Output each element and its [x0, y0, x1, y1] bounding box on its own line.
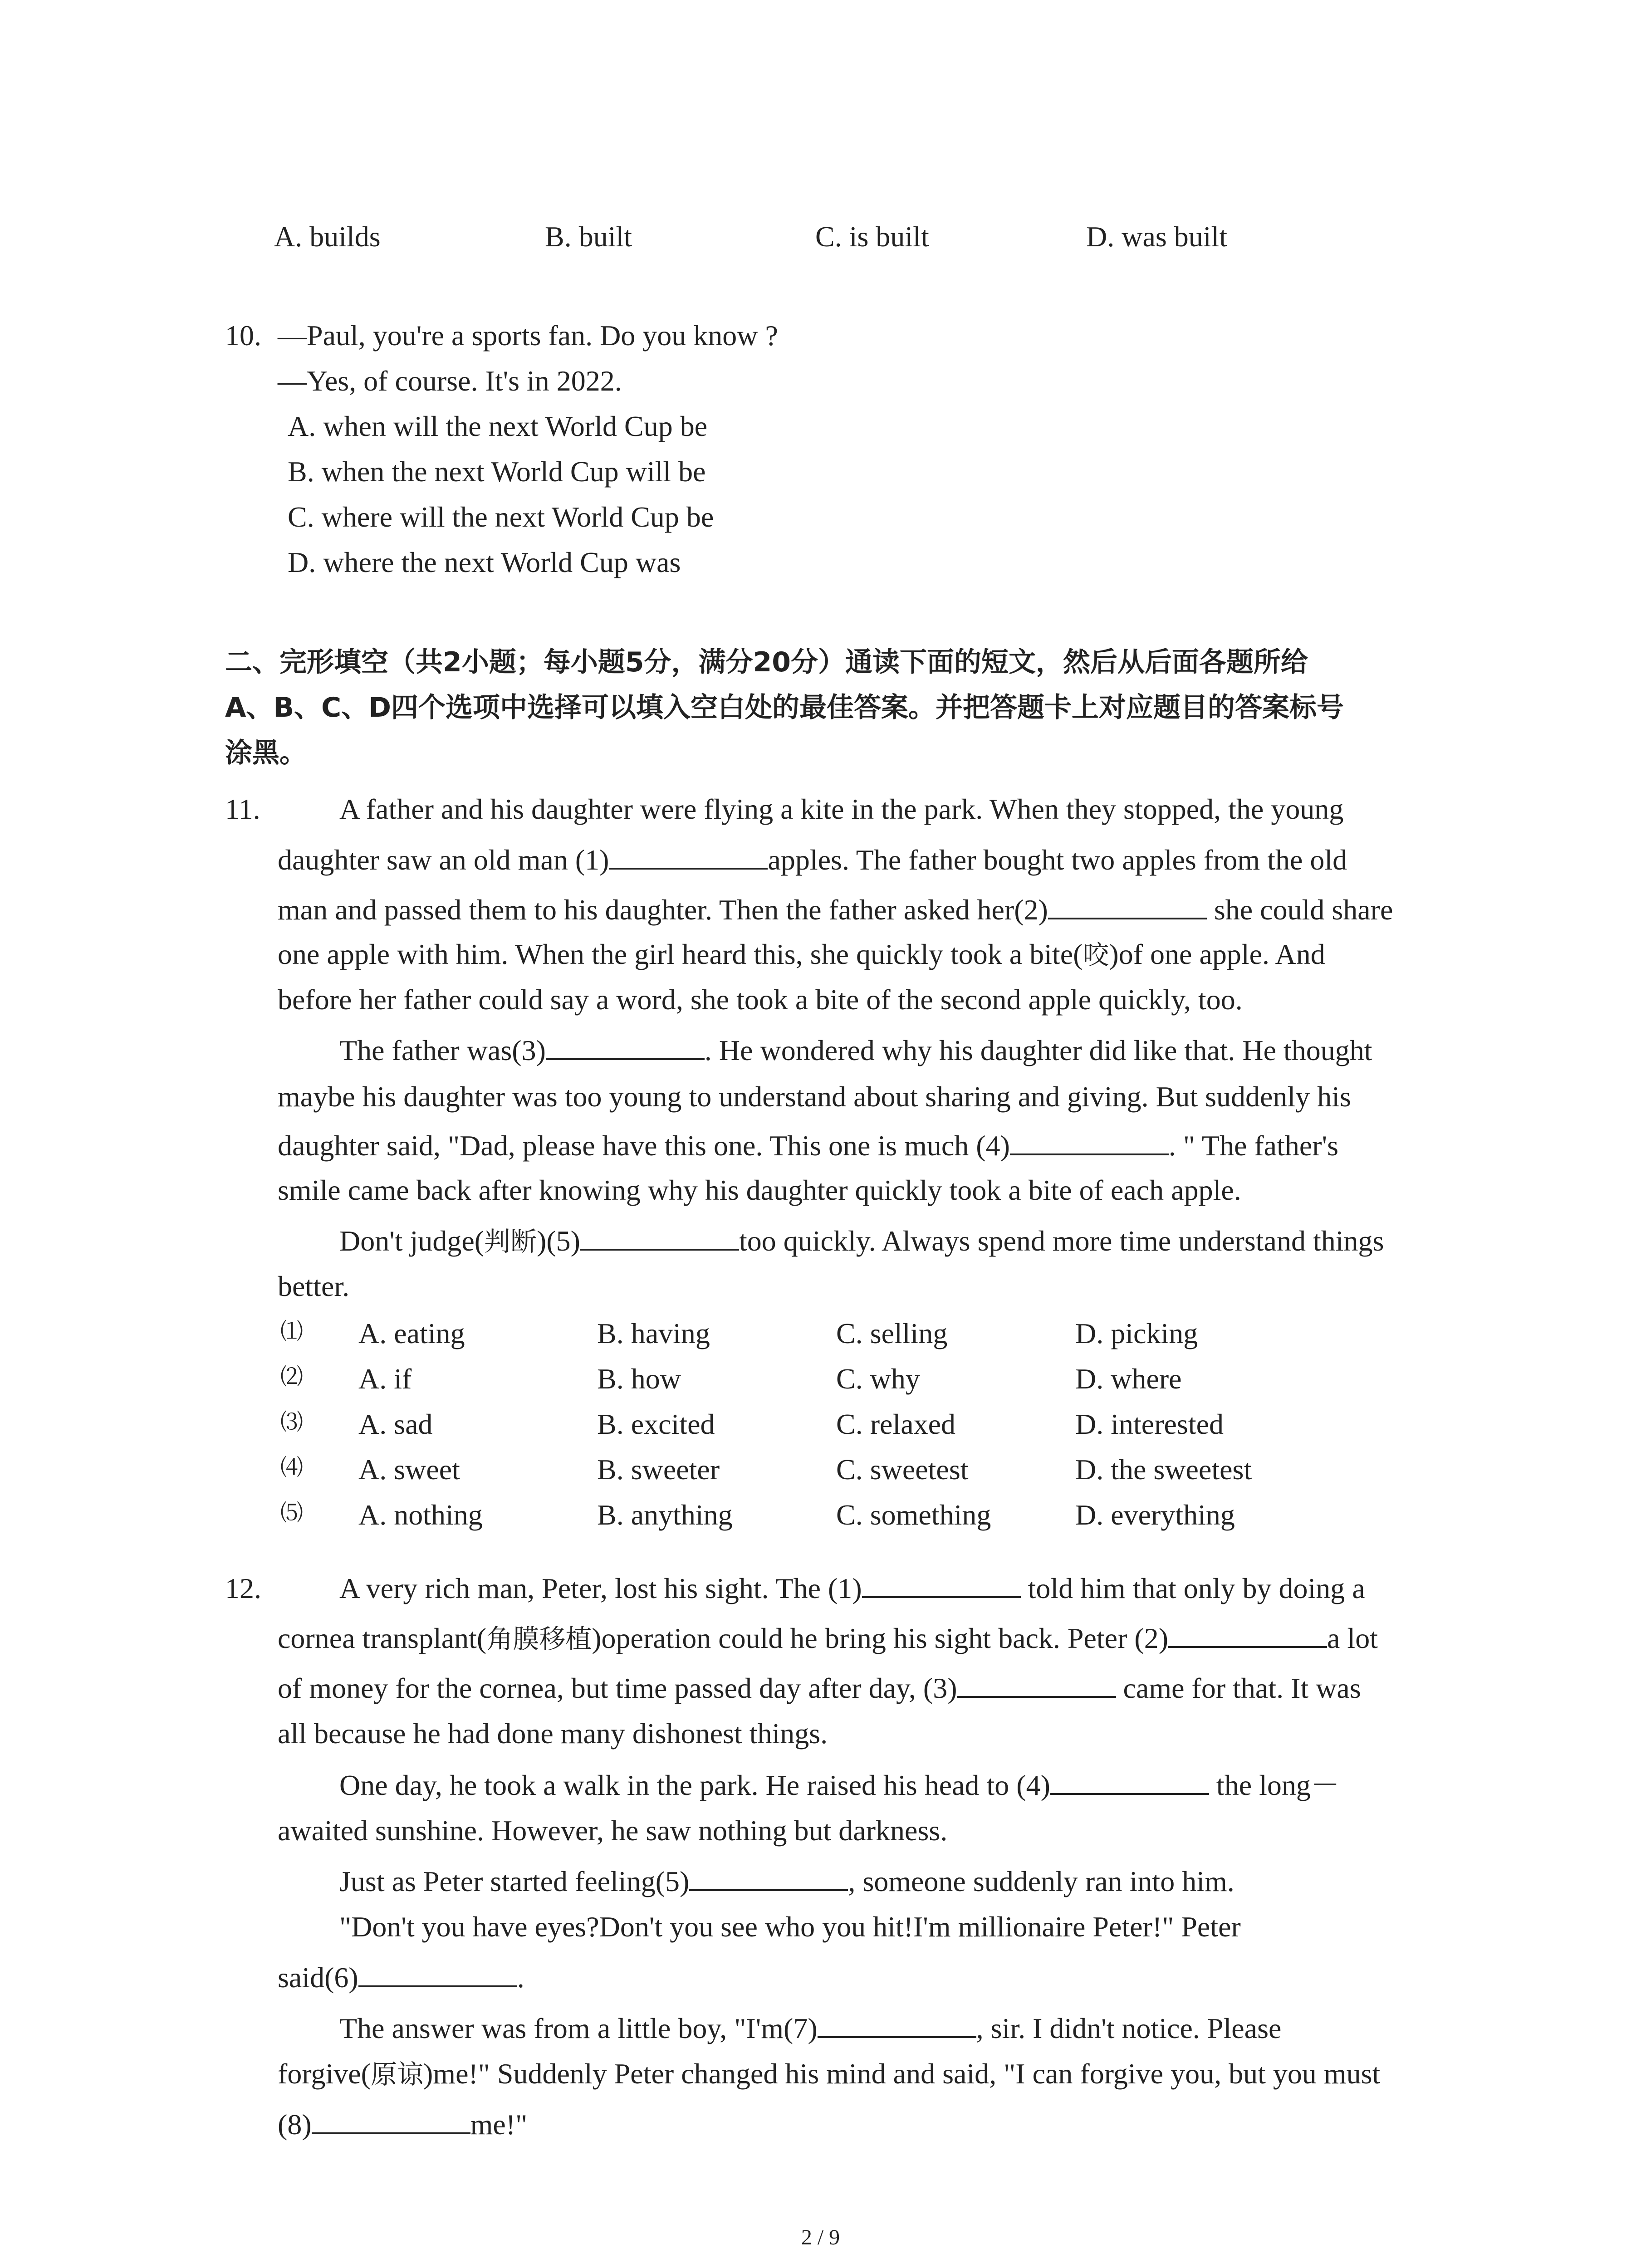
q10-option-b: B. when the next World Cup will be — [288, 455, 706, 488]
q10-option-a: A. when will the next World Cup be — [288, 410, 708, 442]
q10-option-c: C. where will the next World Cup be — [288, 501, 714, 533]
q11-number: 11. — [225, 793, 260, 825]
q11-opt2-d: D. where — [1075, 1363, 1182, 1395]
q11-opt1-d: D. picking — [1075, 1317, 1198, 1349]
blank-3 — [546, 1036, 705, 1060]
q11-opt5-a: A. nothing — [358, 1499, 483, 1531]
section2-line2: A、B、C、D四个选项中选择可以填入空白处的最佳答案。并把答题卡上对应题目的答案标号 — [225, 692, 1344, 723]
q11-opt1-c: C. selling — [836, 1317, 948, 1349]
q12-line11: forgive(原谅)me!" Suddenly Peter changed his mind and said, "I can forgive you, but you must — [278, 2058, 1381, 2090]
q9-option-a: A. builds — [274, 220, 381, 253]
q11-p2-line1: The father was(3) . He wondered why his daughter did like that. He thought — [339, 1034, 1372, 1066]
q12-line1: A very rich man, Peter, lost his sight. The (1) told him that only by doing a — [339, 1572, 1365, 1604]
q11-opt3-d: D. interested — [1075, 1408, 1224, 1440]
q11-p2-line4: smile came back after knowing why his daughter quickly took a bite of each apple. — [278, 1174, 1241, 1206]
blank-4 — [1050, 1771, 1209, 1795]
q11-opt2-a: A. if — [358, 1363, 412, 1395]
q11-opt3-a: A. sad — [358, 1408, 433, 1440]
q12-line12: (8) me!" — [278, 2108, 528, 2141]
section2-line1: 二、完形填空（共2小题；每小题5分，满分20分）通读下面的短文，然后从后面各题所给 — [225, 646, 1308, 678]
blank-1 — [862, 1574, 1021, 1598]
q11-p2-line2: maybe his daughter was too young to understand about sharing and giving. But suddenly his — [278, 1080, 1351, 1113]
q11-opt4-d: D. the sweetest — [1075, 1453, 1252, 1486]
q11-opt1-num: ⑴ — [280, 1318, 303, 1344]
q11-p2-line3: daughter said, "Dad, please have this one. This one is much (4) . " The father's — [278, 1129, 1338, 1162]
q11-opt4-num: ⑷ — [280, 1454, 303, 1481]
q11-opt2-b: B. how — [597, 1363, 681, 1395]
section2-line3: 涂黑。 — [225, 737, 307, 769]
blank-6 — [358, 1964, 517, 1987]
blank-3 — [957, 1674, 1116, 1698]
q12-line5: One day, he took a walk in the park. He raised his head to (4) the long－ — [339, 1769, 1340, 1801]
q11-opt4-c: C. sweetest — [836, 1453, 969, 1486]
q11-p1-line4: one apple with him. When the girl heard this, she quickly took a bite(咬)of one apple. And — [278, 938, 1325, 970]
q11-p3-line1: Don't judge(判断)(5) too quickly. Always spend more time understand things — [339, 1225, 1384, 1257]
q12-line6: awaited sunshine. However, he saw nothing but darkness. — [278, 1814, 948, 1847]
q11-opt2-c: C. why — [836, 1363, 920, 1395]
blank-5 — [580, 1227, 739, 1251]
q11-opt4-b: B. sweeter — [597, 1453, 720, 1486]
q11-opt3-c: C. relaxed — [836, 1408, 955, 1440]
q11-opt2-num: ⑵ — [280, 1364, 303, 1390]
q11-opt3-num: ⑶ — [280, 1409, 303, 1435]
q12-line7: Just as Peter started feeling(5) , someone suddenly ran into him. — [339, 1865, 1234, 1897]
q11-opt4-a: A. sweet — [358, 1453, 460, 1486]
q11-opt5-b: B. anything — [597, 1499, 733, 1531]
q12-line10: The answer was from a little boy, "I'm(7) , sir. I didn't notice. Please — [339, 2012, 1282, 2044]
q10-line2: —Yes, of course. It's in 2022. — [278, 365, 622, 397]
q11-p1-line5: before her father could say a word, she took a bite of the second apple quickly, too. — [278, 983, 1243, 1016]
q11-opt5-num: ⑸ — [280, 1500, 303, 1526]
q12-number: 12. — [225, 1572, 261, 1604]
blank-2 — [1168, 1624, 1327, 1648]
blank-2 — [1048, 896, 1207, 919]
q11-opt1-b: B. having — [597, 1317, 710, 1349]
q11-opt5-d: D. everything — [1075, 1499, 1235, 1531]
q11-opt5-c: C. something — [836, 1499, 991, 1531]
q9-option-b: B. built — [545, 220, 632, 253]
page-number: 2 / 9 — [801, 2225, 840, 2249]
q12-line8: "Don't you have eyes?Don't you see who you hit!I'm millionaire Peter!" Peter — [339, 1911, 1241, 1943]
q11-p1-line1: A father and his daughter were flying a kite in the park. When they stopped, the young — [339, 793, 1344, 825]
q11-opt1-a: A. eating — [358, 1317, 465, 1349]
q10-option-d: D. where the next World Cup was — [288, 546, 681, 578]
q9-option-d: D. was built — [1086, 220, 1228, 253]
q11-p3-line2: better. — [278, 1270, 350, 1302]
blank-8 — [312, 2111, 470, 2134]
q11-p1-line2: daughter saw an old man (1) apples. The father bought two apples from the old — [278, 844, 1347, 876]
q12-line9: said(6) . — [278, 1961, 524, 1994]
q10-line1: —Paul, you're a sports fan. Do you know ? — [278, 319, 778, 352]
q12-line4: all because he had done many dishonest things. — [278, 1717, 828, 1750]
q9-option-c: C. is built — [815, 220, 929, 253]
q10-number: 10. — [225, 319, 261, 352]
q11-p1-line3: man and passed them to his daughter. Then the father asked her(2) she could share — [278, 894, 1393, 926]
blank-1 — [609, 846, 768, 870]
blank-5 — [689, 1867, 848, 1891]
blank-4 — [1010, 1132, 1169, 1155]
blank-7 — [818, 2014, 976, 2038]
q12-line3: of money for the cornea, but time passed day after day, (3) came for that. It was — [278, 1672, 1361, 1704]
q12-line2: cornea transplant(角膜移植)operation could he bring his sight back. Peter (2) a lot — [278, 1622, 1378, 1654]
q11-opt3-b: B. excited — [597, 1408, 715, 1440]
